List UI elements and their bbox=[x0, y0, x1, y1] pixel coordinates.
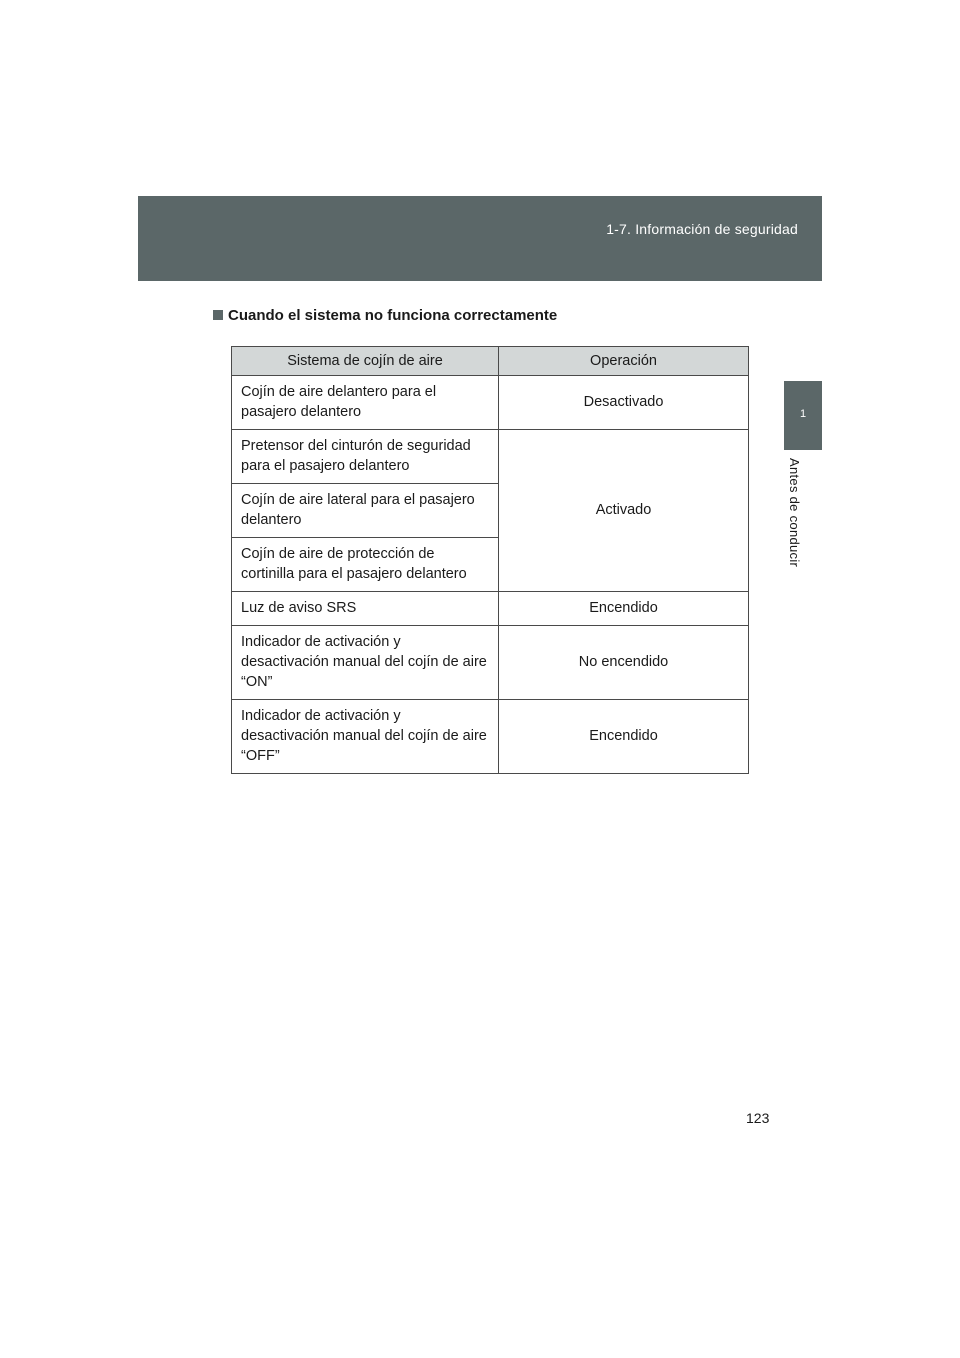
section-heading bbox=[213, 307, 557, 324]
system-cell: Cojín de aire lateral para el pasajero delantero bbox=[232, 484, 499, 538]
chapter-title: Antes de conducir bbox=[787, 458, 802, 568]
operation-cell: Desactivado bbox=[499, 376, 749, 430]
table-header-row bbox=[232, 347, 749, 376]
operation-cell: Encendido bbox=[499, 592, 749, 626]
chapter-side-tab bbox=[784, 381, 822, 450]
chapter-number: 1 bbox=[799, 408, 807, 420]
system-cell: Pretensor del cinturón de seguridad para el pasajero delantero bbox=[232, 430, 499, 484]
system-cell: Indicador de activación y desactivación manual del cojín de aire “ON” bbox=[232, 626, 499, 700]
operation-cell: No encendido bbox=[499, 626, 749, 700]
operation-cell: Encendido bbox=[499, 700, 749, 774]
table-row bbox=[232, 430, 749, 484]
system-cell: Luz de aviso SRS bbox=[232, 592, 499, 626]
table-row bbox=[232, 700, 749, 774]
system-cell: Cojín de aire delantero para el pasajero delantero bbox=[232, 376, 499, 430]
section-heading-text: Cuando el sistema no funciona correctamente bbox=[228, 307, 558, 324]
system-cell: Indicador de activación y desactivación manual del cojín de aire “OFF” bbox=[232, 700, 499, 774]
column-header-operation: Operación bbox=[499, 347, 749, 376]
section-title: 1-7. Información de seguridad bbox=[606, 221, 798, 237]
table-row bbox=[232, 626, 749, 700]
square-bullet-icon bbox=[213, 310, 223, 320]
page-number: 123 bbox=[746, 1110, 770, 1126]
operation-cell: Activado bbox=[499, 430, 749, 592]
table-row bbox=[232, 592, 749, 626]
table-row bbox=[232, 376, 749, 430]
chapter-header-band bbox=[138, 196, 822, 281]
column-header-system: Sistema de cojín de aire bbox=[232, 347, 499, 376]
airbag-operation-table bbox=[231, 346, 749, 774]
system-cell: Cojín de aire de protección de cortinilla para el pasajero delantero bbox=[232, 538, 499, 592]
